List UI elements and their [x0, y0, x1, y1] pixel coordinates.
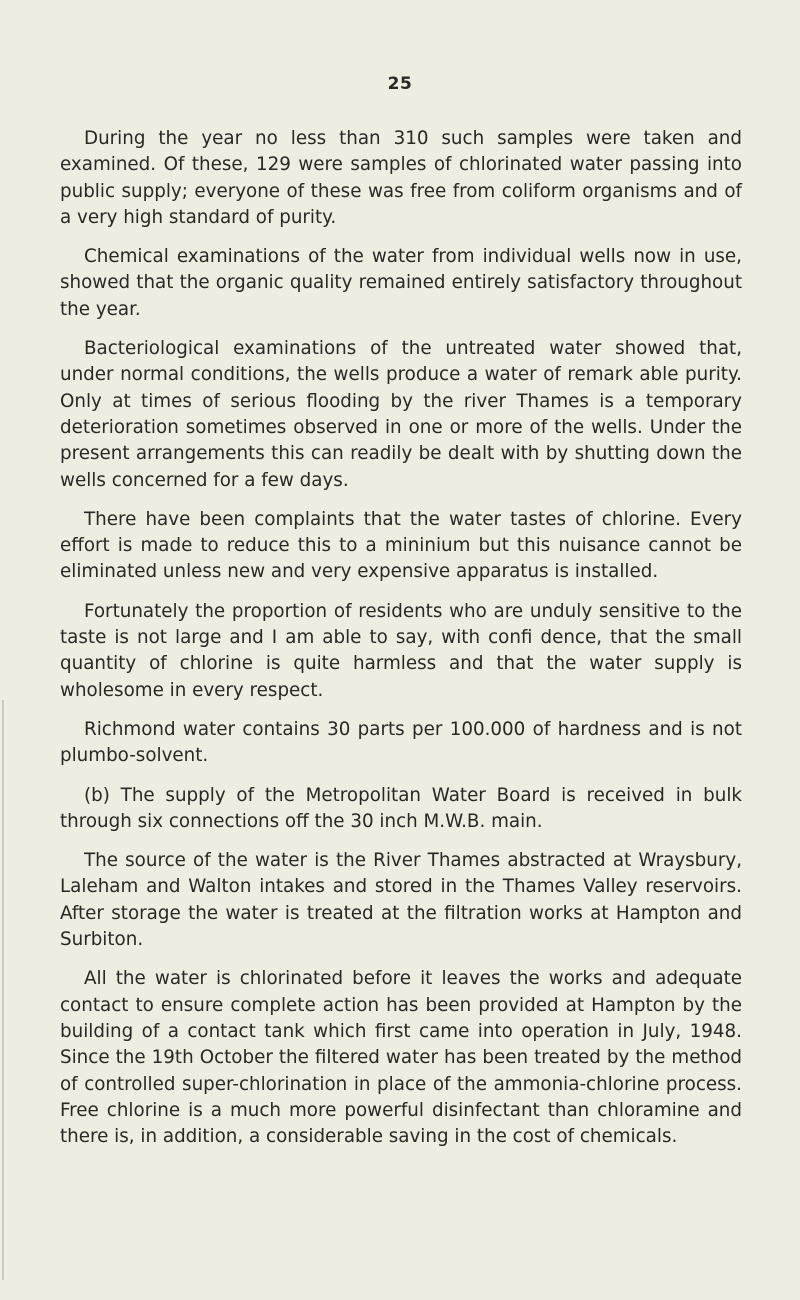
body-text	[60, 126, 742, 1163]
paragraph-chlorine-complaints: There have been complaints that the water tastes of chlorine. Every effort is made to reduce this to a mininium but this nuisance cannot be eliminated unless new and very expensive apparatus is installed.	[60, 508, 742, 583]
paragraph-chemical-examinations: Chemical examinations of the water from individual wells now in use, showed that the organic quality remained entirely satisfactory throughout the year.	[60, 246, 742, 320]
paragraph-metropolitan-supply: (b) The supply of the Metropolitan Water Board is received in bulk through six connections off the 30 inch M.W.B. main.	[60, 784, 742, 832]
paragraph-water-source: The source of the water is the River Thames abstracted at Wraysbury, Laleham and Walton intakes and stored in the Thames Valley reservoirs. After storage the water is treated at the filtration works at Hampton and Surbiton.	[60, 850, 742, 951]
paragraph-samples-examined: During the year no less than 310 such samples were taken and examined. Of these, 129 were samples of chlorinated water passing into public supply; everyone of these was free from coliform organisms and of a very high standard of purity.	[60, 128, 742, 228]
page-number: 25	[387, 74, 413, 94]
page-edge-shadow	[2, 700, 4, 1280]
paragraph-chlorination: All the water is chlorinated before it leaves the works and adequate contact to ensure complete action has been provided at Hampton by the building of a contact tank which first came into operation in July, 1948. Since the 19th October the filtered water has been treated by the method of controlled super-chlorination in place of the ammonia-chlorine process. Free chlorine is a much more powerful disinfectant than chloramine and there is, in addition, a considerable saving in the cost of chemicals.	[60, 968, 742, 1148]
paragraph-richmond-hardness: Richmond water contains 30 parts per 100.000 of hardness and is not plumbo-solvent.	[60, 718, 742, 767]
paragraph-bacteriological-examinations: Bacteriological examinations of the untreated water showed that, under normal conditions, the wells produce a water of remark able purity. Only at times of serious flooding by the river Thames is a temporary deterioration sometimes observed in one or more of the wells. Under the present arrangements this can readily be dealt with by shutting down the wells concerned for a few days.	[60, 338, 742, 491]
paragraph-taste-sensitivity: Fortunately the proportion of residents who are unduly sensitive to the taste is not large and I am able to say, with confi dence, that the small quantity of chlorine is quite harmless and that the water supply is wholesome in every respect.	[60, 600, 742, 701]
